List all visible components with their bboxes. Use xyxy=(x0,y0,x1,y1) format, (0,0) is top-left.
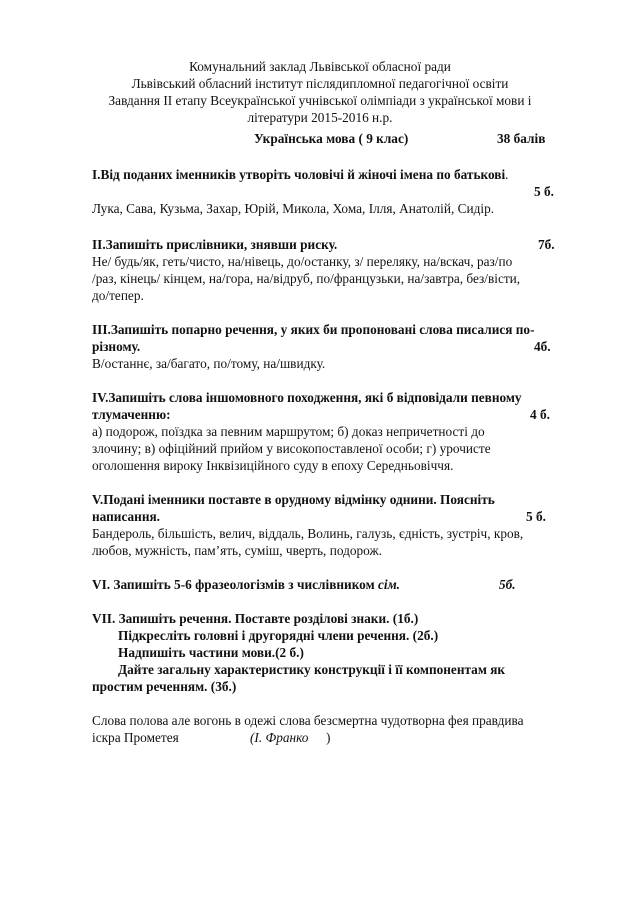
task-7-line1: VІІ. Запишіть речення. Поставте розділові знаки. (1б.) xyxy=(92,611,419,626)
task-7-line5: простим реченням. (3б.) xyxy=(92,679,237,694)
task-3 xyxy=(92,321,586,372)
quote-line2: іскра Прометея xyxy=(92,730,179,745)
task-7 xyxy=(92,610,586,695)
task-7-line2: Підкресліть головні і другорядні члени речення. (2б.) xyxy=(118,628,439,643)
task-5-body-line1: Бандероль, більшість, велич, віддаль, Волинь, галузь, єдність, зустріч, кров, xyxy=(92,526,524,541)
task-3-title-line2: різному. xyxy=(92,339,141,354)
task-6-title-italic: сім. xyxy=(377,577,400,592)
task-7-line4: Дайте загальну характеристику конструкції і її компонентам як xyxy=(118,662,506,677)
task-4-title-line2: тлумаченню: xyxy=(92,407,171,422)
total-points: 38 балів xyxy=(497,131,546,146)
header-olympiad: Завдання ІІ етапу Всеукраїнської учнівської олімпіади з української мови і xyxy=(108,93,532,108)
task-6 xyxy=(92,576,586,593)
task-2-title: ІІ.Запишіть прислівники, знявши риску. xyxy=(92,237,338,252)
task-6-title: VІ. Запишіть 5-6 фразеологізмів з числівником xyxy=(92,577,378,592)
task-5-points: 5 б. xyxy=(526,509,546,524)
task-2 xyxy=(92,236,586,304)
task-1-title-end: . xyxy=(505,167,509,182)
task-4 xyxy=(92,389,586,474)
quote-block xyxy=(92,712,586,746)
header-year: літератури 2015-2016 н.р. xyxy=(247,110,393,125)
task-4-body-line3: оголошення вироку Інквізиційного суду в епоху Середньовіччя. xyxy=(92,458,454,473)
task-2-points: 7б. xyxy=(538,237,555,252)
subject-title: Українська мова ( 9 клас) xyxy=(254,131,409,146)
task-1 xyxy=(92,166,586,217)
quote-author: (І. Франко xyxy=(250,730,309,745)
document-header xyxy=(92,58,548,126)
task-1-points: 5 б. xyxy=(534,184,554,199)
task-2-body-line1: Не/ будь/як, геть/чисто, на/нівець, до/останку, з/ переляку, на/вскач, раз/по xyxy=(92,254,513,269)
task-7-line3: Надпишіть частини мови.(2 б.) xyxy=(118,645,304,660)
task-5-title-line1: V.Подані іменники поставте в орудному відмінку однини. Поясніть xyxy=(92,492,495,507)
task-5-body-line2: любов, мужність, пам’ять, суміш, чверть, подорож. xyxy=(92,543,382,558)
task-3-points: 4б. xyxy=(534,339,551,354)
task-1-body: Лука, Сава, Кузьма, Захар, Юрій, Микола, Хома, Ілля, Анатолій, Сидір. xyxy=(92,201,495,216)
task-5 xyxy=(92,491,586,559)
task-4-body-line1: а) подорож, поїздка за певним маршрутом; б) доказ непричетності до xyxy=(92,424,485,439)
header-institution: Комунальний заклад Львівської обласної ради xyxy=(189,59,451,74)
task-2-body-line2: /раз, кінець/ кінцем, на/гора, на/відруб, по/французьки, на/завтра, без/вісти, xyxy=(92,271,521,286)
task-4-points: 4 б. xyxy=(530,407,550,422)
task-4-title-line1: ІV.Запишіть слова іншомовного походження, які б відповідали певному xyxy=(92,390,522,405)
task-4-body-line2: злочину; в) офіційний прийом у високопоставленої особи; г) урочисте xyxy=(92,441,491,456)
quote-paren-close: ) xyxy=(326,730,331,745)
task-5-title-line2: написання. xyxy=(92,509,161,524)
task-3-body: В/останнє, за/багато, по/тому, на/швидку. xyxy=(92,356,326,371)
quote-line1: Слова полова але вогонь в одежі слова безсмертна чудотворна фея правдива xyxy=(92,713,524,728)
task-6-points: 5б. xyxy=(499,577,516,592)
header-institute: Львівський обласний інститут післядипломної педагогічної освіти xyxy=(131,76,509,91)
task-3-title-line1: ІІІ.Запишіть попарно речення, у яких би пропоновані слова писалися по- xyxy=(92,322,535,337)
task-2-body-line3: до/тепер. xyxy=(92,288,144,303)
task-1-title: І.Від поданих іменників утворіть чоловічі й жіночі імена по батькові xyxy=(92,167,506,182)
